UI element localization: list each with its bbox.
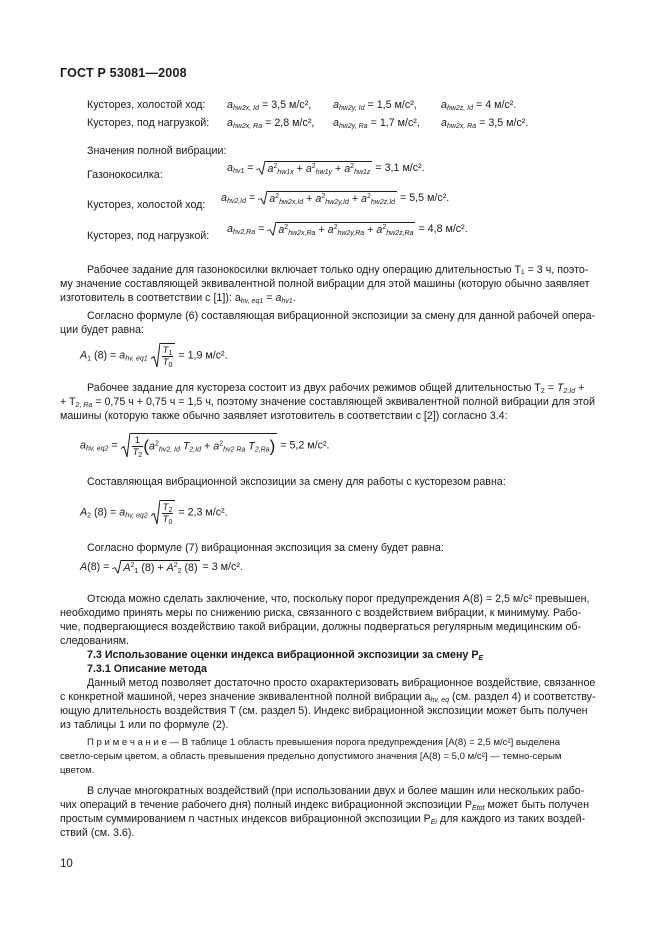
load-row: Кусторез, под нагрузкой: $a_{hw2x, Ra} = 2,8$ м/с², $a_{hw2y, Ra} = 1,7$ м/с², $a_{hw2x, Ra} = 3,5$ м/с².	[87, 117, 529, 130]
a8-value: = 3 м/с².	[202, 560, 243, 573]
idle-row-label: Кусторез, холостой ход:	[87, 99, 206, 111]
load-total-value: = 4,8 м/с².	[418, 222, 468, 235]
a2-formula: $A_2$ $(8) = a_{hv, eq2}$ $\frac{T_2}{T_0}$ = 2,3 м/с².	[80, 502, 228, 526]
load-y-value: = 1,7 м/с²,	[370, 117, 420, 129]
para4: Составляющая вибрационной экспозиции за смену для работы с кусторезом равна:	[87, 476, 506, 488]
mower-total-value: = 3,1 м/с².	[375, 161, 425, 174]
para3-line1: Рабочее задание для кустореза состоит из двух рабочих режимов общей длительностью $T_2 = T_{2,Id}$ +	[87, 382, 585, 395]
idle-row: Кусторез, холостой ход: $a_{hw2x, Id} = 3,5$ м/с², $a_{hw2y, Id} = 1,5$ м/с², $a_{hw2z, Id} = 4$ м/с².	[87, 99, 517, 112]
para3-line3: машины (которую также обычно заявляет изготовитель в соответствии с [2]) согласно 3.4:	[60, 410, 508, 422]
load-x-value: = 2,8 м/с²,	[265, 117, 315, 129]
para2-line1: Согласно формуле (6) составляющая вибрационной экспозиции за смену для данной рабочей опера-	[87, 310, 596, 322]
para7-line4: из таблицы 1 или по формуле (2).	[60, 719, 229, 731]
para3-line2: + $T_{2, Ra} = 0,75$ ч + 0,75 ч = 1,5 ч, поэтому значение составляющей эквивалентной полной вибрации для этой	[60, 396, 595, 409]
load-z-value: = 3,5 м/с².	[479, 117, 529, 129]
para2-line2: ции будет равна:	[60, 324, 144, 336]
idle-y-value: = 1,5 м/с²,	[367, 99, 417, 111]
mower-formula: $a_{hv1}$ = $a^2_{hw1x} + a^2_{hw1y} + a^2_{hw1z} = 3,1$ м/с².	[227, 161, 425, 176]
idle-z-value: = 4 м/с².	[476, 99, 517, 111]
aeq2-value: = 5,2 м/с².	[280, 439, 330, 452]
para5: Согласно формуле (7) вибрационная экспозиция за смену будет равна:	[87, 542, 444, 554]
idle-total-formula: $a_{hv2,Id}$ = $a^2_{hw2x,Id} + a^2_{hw2y,Id} + a^2_{hw2z,Id} = 5,5$ м/с².	[221, 191, 450, 206]
a8-formula: A(8) = $A^2_1$ $(8) + A^2_2$ (8) = 3 м/с².	[80, 560, 243, 575]
para7-line2: с конкретной машиной, через значение эквивалентной полной вибрации $a_{hv, eq}$ (см. раздел 4) и соответству-	[60, 691, 596, 704]
para1-line1: Рабочее задание для газонокосилки включает только одну операцию длительностью T₁ = 3 ч, поэто-	[87, 264, 589, 276]
para7-line3: ющую длительность воздействия T (см. раздел 5). Индекс вибрационной экспозиции может быть получен	[60, 705, 588, 717]
para1-line3: изготовитель в соответствии с [1]): $a_{hv, eq1} = a_{hv1}$.	[60, 292, 296, 305]
a1-value: = 1,9 м/с².	[178, 349, 228, 362]
page-number: 10	[60, 858, 73, 870]
mower-label: Газонокосилка:	[87, 169, 163, 181]
idle-total-label: Кусторез, холостой ход:	[87, 199, 206, 211]
a2-value: = 2,3 м/с².	[178, 506, 228, 519]
idle-x-value: = 3,5 м/с²,	[262, 99, 312, 111]
para1-line2: му значение составляющей эквивалентной полной вибрации для этой машины (которую обычно заявляет	[60, 278, 590, 290]
para6-line2: необходимо принять меры по снижению риска, связанного с воздействием вибрации, к минимуму. Рабо-	[60, 607, 582, 619]
para8-line1: В случае многократных воздействий (при использовании двух и более машин или нескольких рабо-	[87, 785, 585, 797]
aeq2-formula: $a_{hv, eq2}$ = $\frac{1}{T_2}$ ($a^2_{hv2, Id}$ $T_{2,Id} + a^2_{hv2 Ra}$ $T_{2,Ra}) = 5,2$ м/с².	[80, 435, 330, 459]
load-total-formula: $a_{hv2,Ra}$ = $a^2_{hw2x,Ra} + a^2_{hw2y,Ra} + a^2_{hw2z,Ra} = 4,8$ м/с².	[227, 222, 468, 237]
a1-formula: $A_1$ $(8) = a_{hv, eq1}$ $\frac{T_1}{T_0}$ = 1,9 м/с².	[80, 345, 228, 369]
para6-line1: Отсюда можно сделать заключение, что, поскольку порог предупреждения A(8) = 2,5 м/с² превышен,	[87, 593, 590, 605]
para8-line3: простым суммированием n частных индексов вибрационной экспозиции $P_{Ei}$ для каждого из таких воздей-	[60, 813, 586, 826]
para7-line1: Данный метод позволяет достаточно просто охарактеризовать вибрационное воздействие, связанное	[87, 677, 596, 689]
standard-header: ГОСТ Р 53081—2008	[60, 66, 187, 80]
para8-line4: ствий (см. 3.6).	[60, 827, 135, 839]
load-row-label: Кусторез, под нагрузкой:	[87, 117, 210, 129]
note-line3: цветом.	[60, 765, 95, 776]
note-line2: светло-серым цветом, а область превышения предельно допустимого значения [A(8) = 5,0 м/с²] — темно-серым	[60, 751, 562, 762]
idle-total-value: = 5,5 м/с².	[400, 191, 450, 204]
para8-line2: чих операций в течение рабочего дня) полный индекс вибрационной экспозиции $P_{Etot}$ может быть получен	[60, 799, 589, 812]
note-line1: П р и м е ч а н и е — В таблице 1 область превышения порога предупреждения [A(8) = 2,5 м/с²] выделена	[87, 737, 561, 748]
section-7-3-heading: 7.3 Использование оценки индекса вибрационной экспозиции за смену $P_E$	[87, 649, 484, 662]
section-7-3-1-heading: 7.3.1 Описание метода	[87, 663, 207, 675]
load-total-label: Кусторез, под нагрузкой:	[87, 230, 210, 242]
para6-line3: чие, подвергающиеся воздействию такой вибрации, должны подвергаться регулярным медицинским об-	[60, 621, 582, 633]
para6-line4: следованиям.	[60, 635, 129, 647]
total-heading: Значения полной вибрации:	[87, 145, 227, 157]
